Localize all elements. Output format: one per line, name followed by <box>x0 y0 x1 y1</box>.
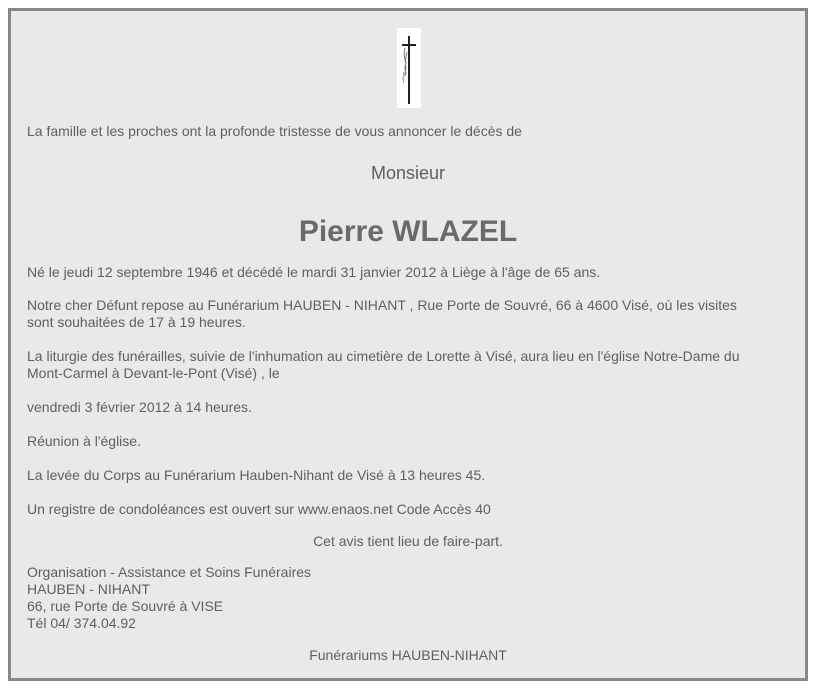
birth-death-text: Né le jeudi 12 septembre 1946 et décédé le mardi 31 janvier 2012 à Liège à l'âge de 65 ans. <box>27 264 601 280</box>
faire-part-text: Cet avis tient lieu de faire-part. <box>313 533 503 549</box>
deceased-name: Pierre WLAZEL <box>298 215 518 248</box>
organisation-line-1: Organisation - Assistance et Soins Funéraires <box>27 564 312 580</box>
repose-line-1: Notre cher Défunt repose au Funérarium HAUBEN - NIHANT , Rue Porte de Souvré, 66 à 4600 Visé, où les visites <box>27 297 737 313</box>
obituary-frame <box>8 8 808 681</box>
footer-text: Funérariums HAUBEN-NIHANT <box>309 647 507 663</box>
organisation-line-2: HAUBEN - NIHANT <box>27 581 150 597</box>
ceremony-date: vendredi 3 février 2012 à 14 heures. <box>27 399 252 415</box>
honorific: Monsieur <box>370 163 446 183</box>
intro-text: La famille et les proches ont la profonde tristesse de vous annoncer le décès de <box>27 123 522 139</box>
levee-text: La levée du Corps au Funérarium Hauben-Nihant de Visé à 13 heures 45. <box>27 467 486 483</box>
liturgy-line-1: La liturgie des funérailles, suivie de l'inhumation au cimetière de Lorette à Visé, aura lieu en l'église Notre-Dame du <box>27 348 740 364</box>
liturgy-line-2: Mont-Carmel à Devant-le-Pont (Visé) , le <box>27 365 280 381</box>
repose-line-2: sont souhaitées de 17 à 19 heures. <box>27 314 246 330</box>
meeting-text: Réunion à l'église. <box>27 433 141 449</box>
organisation-line-3: 66, rue Porte de Souvré à VISE <box>27 598 224 614</box>
crucifix-icon <box>397 28 421 108</box>
organisation-line-4: Tél 04/ 374.04.92 <box>27 615 136 631</box>
register-text: Un registre de condoléances est ouvert sur www.enaos.net Code Accès 40 <box>27 501 491 517</box>
